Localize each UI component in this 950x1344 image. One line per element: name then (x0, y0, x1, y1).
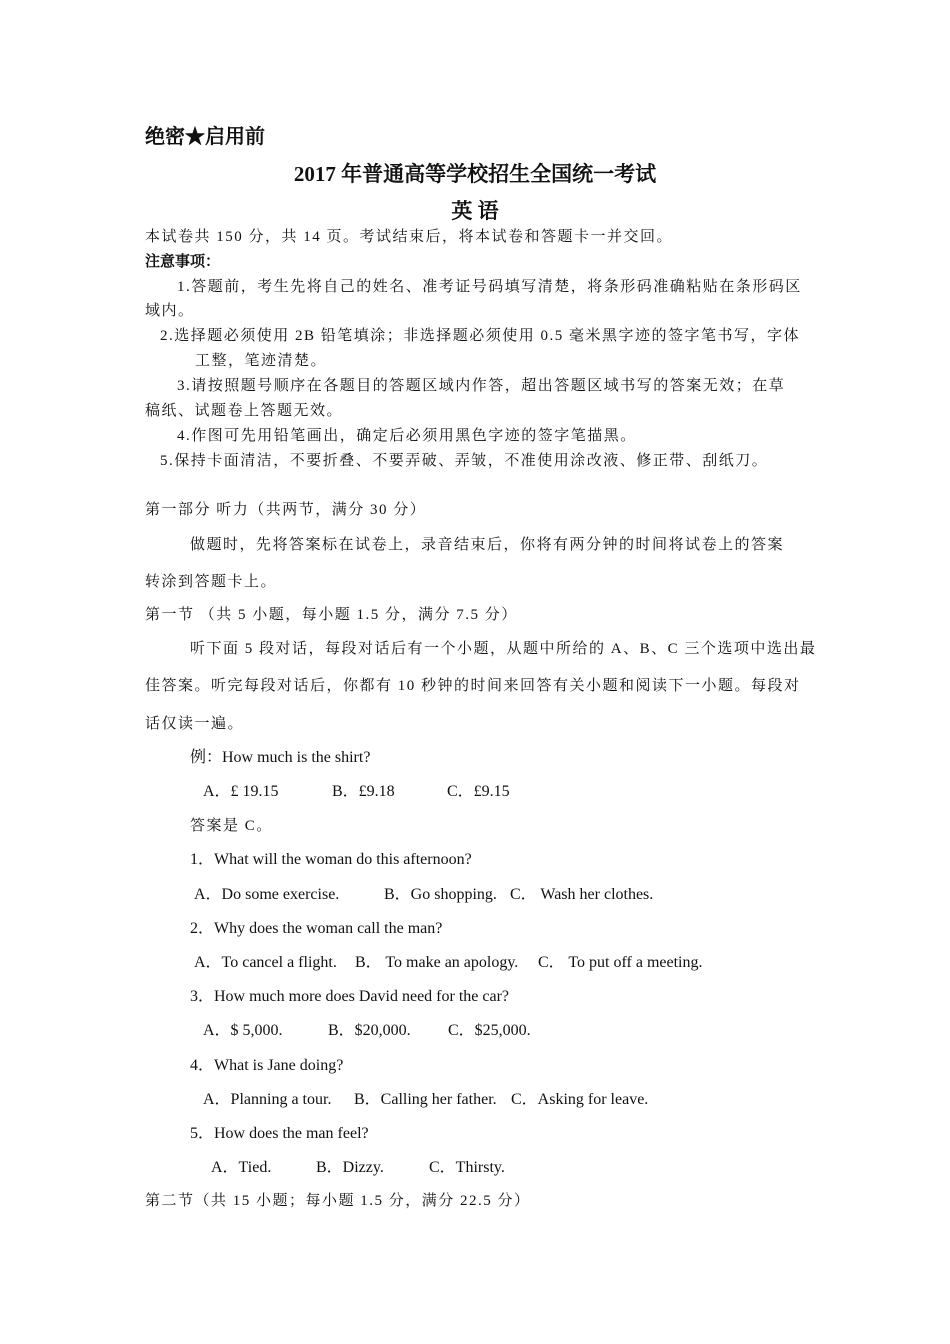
example-option-c: C．£9.15 (447, 783, 510, 800)
question-1-option-c: C． Wash her clothes. (510, 886, 654, 903)
example-answer: 答案是 C。 (190, 818, 273, 834)
section-1-instructions-line-3: 话仅读一遍。 (145, 716, 245, 732)
exam-title: 2017 年普通高等学校招生全国统一考试 (293, 162, 657, 186)
section-1-instructions-line-1: 听下面 5 段对话，每段对话后有一个小题，从题中所给的 A、B、C 三个选项中选出最 (190, 641, 817, 657)
note-1-line-1: 1.答题前，考生先将自己的姓名、准考证号码填写清楚，将条形码准确粘贴在条形码区 (177, 279, 802, 295)
section-1-heading: 第一节 （共 5 小题，每小题 1.5 分，满分 7.5 分） (145, 607, 518, 623)
question-4: 4．What is Jane doing? (190, 1057, 344, 1074)
question-3-option-a: A．$ 5,000. (203, 1022, 283, 1039)
example-option-b: B．£9.18 (332, 783, 395, 800)
question-2-option-c: C． To put off a meeting. (538, 954, 703, 971)
notes-heading: 注意事项： (145, 254, 221, 270)
question-1: 1．What will the woman do this afternoon? (190, 851, 472, 868)
question-1-option-b: B．Go shopping. (384, 886, 497, 903)
question-4-option-c: C．Asking for leave. (511, 1091, 649, 1108)
note-3-line-2: 稿纸、试题卷上答题无效。 (145, 403, 344, 419)
note-2-line-2: 工整，笔迹清楚。 (195, 353, 328, 369)
confidential-label: 绝密★启用前 (145, 126, 265, 148)
note-5: 5.保持卡面清洁，不要折叠、不要弄破、弄皱，不准使用涂改液、修正带、刮纸刀。 (160, 453, 769, 469)
question-4-option-a: A．Planning a tour. (203, 1091, 332, 1108)
part-1-heading: 第一部分 听力（共两节，满分 30 分） (145, 502, 427, 518)
example-question: 例：How much is the shirt? (190, 749, 371, 766)
question-3: 3．How much more does David need for the car? (190, 988, 510, 1005)
question-5-option-a: A．Tied. (211, 1159, 272, 1176)
intro-text: 本试卷共 150 分，共 14 页。考试结束后，将本试卷和答题卡一并交回。 (145, 229, 674, 245)
note-4: 4.作图可先用铅笔画出，确定后必须用黑色字迹的签字笔描黑。 (177, 428, 637, 444)
part-1-instructions-line-1: 做题时，先将答案标在试卷上，录音结束后，你将有两分钟的时间将试卷上的答案 (190, 537, 785, 553)
question-3-option-c: C．$25,000. (448, 1022, 531, 1039)
question-2-option-a: A．To cancel a flight. (194, 954, 337, 971)
section-1-instructions-line-2: 佳答案。听完每段对话后，你都有 10 秒钟的时间来回答有关小题和阅读下一小题。每段对 (145, 678, 801, 694)
question-4-option-b: B．Calling her father. (354, 1091, 497, 1108)
note-3-line-1: 3.请按照题号顺序在各题目的答题区域内作答，超出答题区域书写的答案无效；在草 (177, 378, 786, 394)
question-1-option-a: A．Do some exercise. (194, 886, 340, 903)
example-option-a: A．£ 19.15 (203, 783, 279, 800)
question-5-option-b: B．Dizzy. (316, 1159, 384, 1176)
note-1-line-2: 域内。 (145, 303, 195, 319)
question-5-option-c: C．Thirsty. (429, 1159, 505, 1176)
question-3-option-b: B．$20,000. (328, 1022, 411, 1039)
part-1-instructions-line-2: 转涂到答题卡上。 (145, 574, 278, 590)
question-5: 5．How does the man feel? (190, 1125, 369, 1142)
question-2: 2．Why does the woman call the man? (190, 920, 443, 937)
section-2-heading: 第二节（共 15 小题；每小题 1.5 分，满分 22.5 分） (145, 1193, 531, 1209)
subject-title: 英 语 (451, 199, 499, 223)
note-2-line-1: 2.选择题必须使用 2B 铅笔填涂；非选择题必须使用 0.5 毫米黑字迹的签字笔书写，字体 (160, 328, 801, 344)
question-2-option-b: B． To make an apology. (355, 954, 519, 971)
